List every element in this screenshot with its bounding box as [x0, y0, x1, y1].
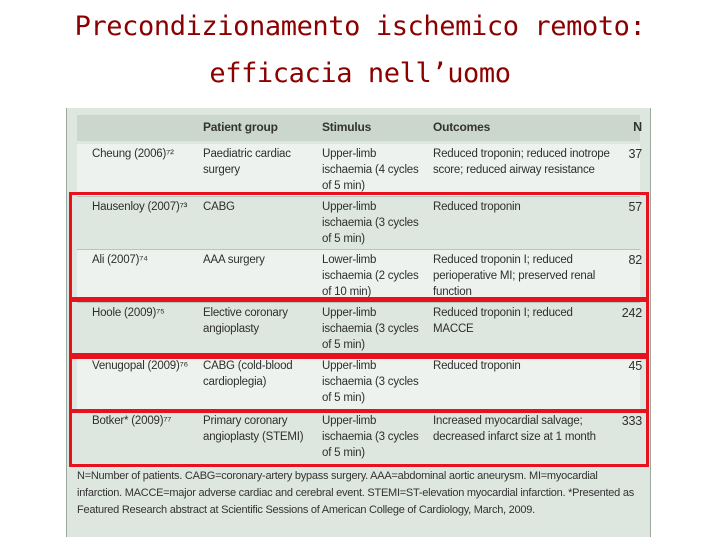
study-name: Botker* (2009)⁷⁷ — [92, 415, 172, 427]
patient-count: 333 — [621, 414, 642, 428]
patient-group: CABG — [203, 201, 235, 213]
header-outcomes: Outcomes — [433, 120, 491, 134]
stimulus: Upper-limb ischaemia (3 cycles of 5 min) — [322, 360, 419, 404]
study-name: Hausenloy (2007)⁷³ — [92, 201, 188, 213]
patient-count: 242 — [621, 306, 642, 320]
stimulus: Upper-limb ischaemia (3 cycles of 5 min) — [322, 415, 419, 459]
stimulus: Upper-limb ischaemia (3 cycles of 5 min) — [322, 307, 419, 351]
table-footnote: N=Number of patients. CABG=coronary-artery bypass surgery. AAA=abdominal aortic aneurysm. MI=myocardial infarction. MACCE=major adverse cardiac and cerebral event. STEMI=ST-elevation myocardial infarction. *Presented as Featured Research abstract at Scientific Sessions of American College of Cardiology, March, 2009. — [77, 470, 634, 516]
table-row — [77, 356, 640, 410]
patient-count: 37 — [628, 147, 642, 161]
slide-title-line-2: efficacia nell’uomo — [209, 58, 511, 89]
header-stimulus: Stimulus — [322, 120, 372, 134]
outcomes: Reduced troponin I; reduced MACCE — [433, 307, 573, 335]
patient-count: 45 — [628, 359, 642, 373]
table-row — [77, 197, 640, 249]
patient-count: 57 — [628, 200, 642, 214]
patient-group: Elective coronary angioplasty — [203, 307, 288, 335]
outcomes: Reduced troponin; reduced inotrope score; reduced airway resistance — [433, 148, 610, 176]
table-row — [77, 303, 640, 355]
stimulus: Lower-limb ischaemia (2 cycles of 10 min) — [322, 254, 419, 298]
header-n: N — [633, 120, 642, 134]
study-table — [66, 108, 651, 537]
outcomes: Reduced troponin I; reduced perioperative MI; preserved renal function — [433, 254, 596, 298]
table-row — [77, 250, 640, 302]
patient-group: AAA surgery — [203, 254, 265, 266]
outcomes: Reduced troponin — [433, 360, 521, 372]
study-name: Cheung (2006)⁷² — [92, 148, 174, 160]
patient-count: 82 — [628, 253, 642, 267]
table-row — [77, 411, 640, 463]
outcomes: Reduced troponin — [433, 201, 521, 213]
table-row — [77, 144, 640, 196]
patient-group: Paediatric cardiac surgery — [203, 148, 291, 176]
patient-group: Primary coronary angioplasty (STEMI) — [203, 415, 304, 443]
stimulus: Upper-limb ischaemia (3 cycles of 5 min) — [322, 201, 419, 245]
stimulus: Upper-limb ischaemia (4 cycles of 5 min) — [322, 148, 419, 192]
slide-title-line-1: Precondizionamento ischemico remoto: — [74, 11, 646, 42]
study-name: Venugopal (2009)⁷⁶ — [92, 360, 189, 372]
study-name: Ali (2007)⁷⁴ — [92, 254, 148, 266]
table-bottom-rule — [77, 465, 640, 467]
study-name: Hoole (2009)⁷⁵ — [92, 307, 165, 319]
patient-group: CABG (cold-blood cardioplegia) — [203, 360, 293, 388]
outcomes: Increased myocardial salvage; decreased infarct size at 1 month — [433, 415, 596, 443]
header-patient-group: Patient group — [203, 120, 278, 134]
table-header-row — [77, 115, 640, 141]
